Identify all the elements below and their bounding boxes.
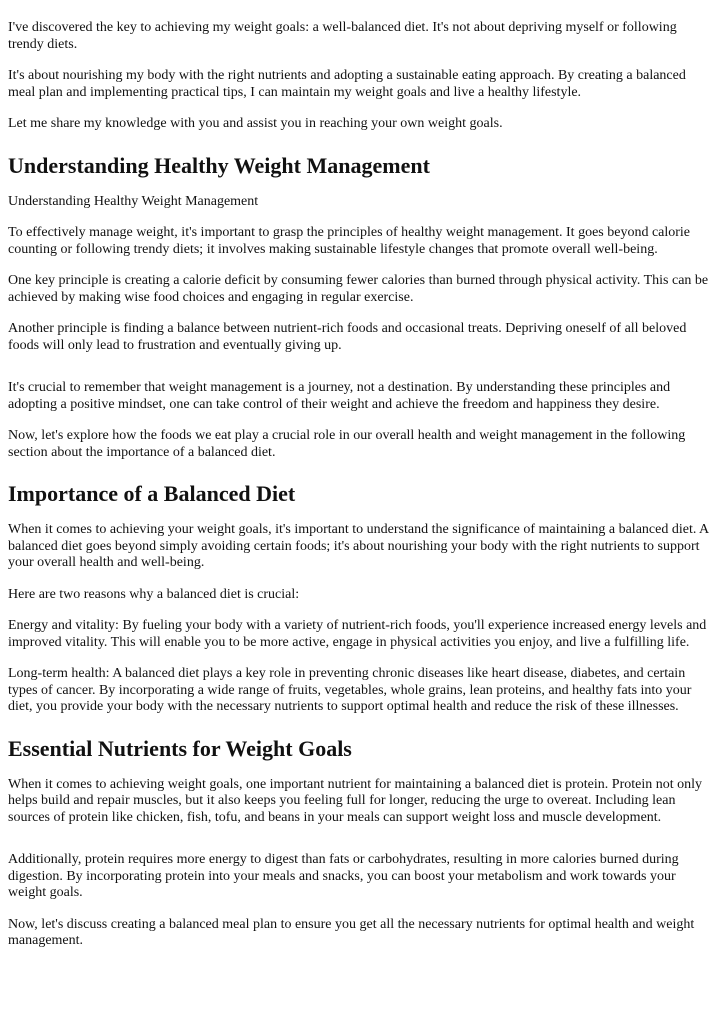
section2-paragraph-3: Energy and vitality: By fueling your body with a variety of nutrient-rich foods, you'll experience increased energy levels and improved vitality. This will enable you to be more active, engage in physical activities you enjoy, and live a fulfilling life.: [8, 618, 707, 650]
section2-paragraph-1: When it comes to achieving your weight goals, it's important to understand the significance of maintaining a balanced diet. A balanced diet goes beyond simply avoiding certain foods; it's about nourishing your body with the right nutrients to support your overall health and well-being.: [8, 522, 709, 570]
section1-paragraph-2: To effectively manage weight, it's important to grasp the principles of healthy weight management. It goes beyond calorie counting or following trendy diets; it involves making sustainable lifestyle changes that promote overall well-being.: [8, 225, 691, 257]
section2-paragraph-4: Long-term health: A balanced diet plays a key role in preventing chronic diseases like heart disease, diabetes, and certain types of cancer. By incorporating a wide range of fruits, vegetables, whole grains, lean proteins, and healthy fats into your diet, you provide your body with the necessary nutrients to support optimal health and reduce the risk of these illnesses.: [8, 666, 692, 714]
section1-paragraph-5: It's crucial to remember that weight management is a journey, not a destination. By understanding these principles and adopting a positive mindset, one can take control of their weight and achieve the freedom and happiness they desire.: [8, 380, 671, 412]
section1-paragraph-1: Understanding Healthy Weight Management: [8, 193, 259, 209]
section-heading-balanced-diet: Importance of a Balanced Diet: [8, 481, 296, 506]
section-heading-understanding: Understanding Healthy Weight Management: [8, 152, 430, 178]
section1-paragraph-3: One key principle is creating a calorie deficit by consuming fewer calories than burned through physical activity. This can be achieved by making wise food choices and engaging in regular exercise.: [8, 273, 709, 305]
section2-paragraph-2: Here are two reasons why a balanced diet is crucial:: [8, 586, 300, 602]
section-heading-essential-nutrients: Essential Nutrients for Weight Goals: [8, 735, 352, 761]
section3-paragraph-3: Now, let's discuss creating a balanced meal plan to ensure you get all the necessary nutrients for optimal health and weight management.: [8, 916, 695, 948]
section1-paragraph-4: Another principle is finding a balance between nutrient-rich foods and occasional treats. Depriving oneself of all beloved foods will only lead to frustration and eventually giving up.: [8, 321, 687, 353]
section3-paragraph-2: Additionally, protein requires more energy to digest than fats or carbohydrates, resulting in more calories burned during digestion. By incorporating protein into your meals and snacks, you can boost your metabolism and work towards your weight goals.: [8, 852, 679, 900]
intro-paragraph-1: I've discovered the key to achieving my weight goals: a well-balanced diet. It's not about depriving myself or following trendy diets.: [8, 20, 677, 52]
intro-paragraph-3: Let me share my knowledge with you and assist you in reaching your own weight goals.: [8, 116, 503, 131]
section3-paragraph-1: When it comes to achieving weight goals, one important nutrient for maintaining a balanced diet is protein. Protein not only helps build and repair muscles, but it also keeps you feeling full for longer, reducing the urge to overeat. Including lean sources of protein like chicken, fish, tofu, and beans in your meals can support weight loss and muscle development.: [8, 776, 702, 825]
section1-paragraph-6: Now, let's explore how the foods we eat play a crucial role in our overall health and weight management in the following section about the importance of a balanced diet.: [8, 428, 686, 460]
intro-paragraph-2: It's about nourishing my body with the right nutrients and adopting a sustainable eating approach. By creating a balanced meal plan and implementing practical tips, I can maintain my weight goals and live a healthy lifestyle.: [8, 68, 686, 100]
